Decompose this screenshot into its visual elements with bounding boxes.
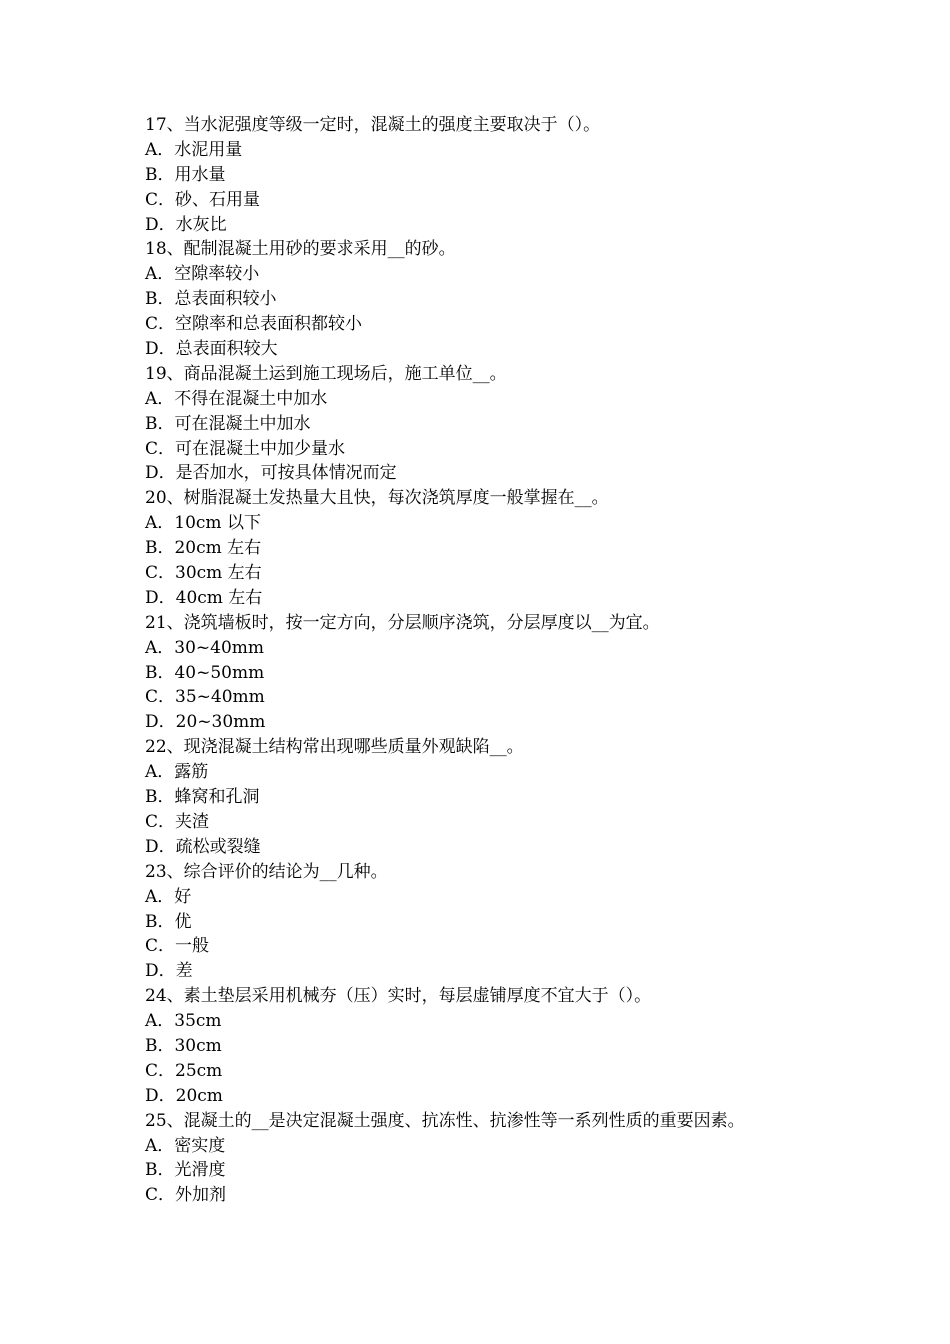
option-18-d: D．总表面积较大 — [145, 339, 278, 360]
option-24-c: C．25cm — [145, 1060, 223, 1081]
option-25-a: A．密实度 — [145, 1135, 226, 1156]
question-19: 19、商品混凝土运到施工现场后，施工单位__。 — [145, 363, 507, 384]
option-19-b: B．可在混凝土中加水 — [145, 413, 311, 434]
question-20: 20、树脂混凝土发热量大且快，每次浇筑厚度一般掌握在__。 — [145, 488, 609, 509]
option-19-a: A．不得在混凝土中加水 — [145, 388, 328, 409]
option-19-c: C．可在混凝土中加少量水 — [145, 438, 346, 459]
question-17: 17、当水泥强度等级一定时，混凝土的强度主要取决于（）。 — [145, 115, 601, 135]
option-20-a: A．10cm 以下 — [145, 513, 261, 534]
option-20-c: C．30cm 左右 — [145, 563, 262, 584]
question-24: 24、素土垫层采用机械夯（压）实时，每层虚铺厚度不宜大于（）。 — [145, 986, 652, 1007]
option-23-b: B．优 — [145, 911, 192, 932]
option-18-b: B．总表面积较小 — [145, 289, 277, 310]
option-21-a: A．30~40mm — [145, 637, 265, 658]
option-24-a: A．35cm — [145, 1011, 222, 1032]
option-24-d: D．20cm — [145, 1085, 223, 1106]
option-25-b: B．光滑度 — [145, 1160, 226, 1181]
option-21-c: C．35~40mm — [145, 687, 265, 708]
option-17-a: A．水泥用量 — [145, 139, 243, 160]
option-21-d: D．20~30mm — [145, 712, 266, 733]
option-23-d: D．差 — [145, 961, 193, 982]
option-23-a: A．好 — [145, 886, 192, 907]
question-18: 18、配制混凝土用砂的要求采用__的砂。 — [145, 239, 456, 260]
question-21: 21、浇筑墙板时，按一定方向，分层顺序浇筑，分层厚度以__为宜。 — [145, 612, 660, 633]
option-21-b: B．40~50mm — [145, 662, 265, 683]
option-17-d: D．水灰比 — [145, 214, 227, 235]
option-22-b: B．蜂窝和孔洞 — [145, 787, 260, 808]
option-19-d: D．是否加水，可按具体情况而定 — [145, 463, 397, 484]
option-22-c: C．夹渣 — [145, 811, 210, 832]
option-24-b: B．30cm — [145, 1035, 222, 1056]
option-17-c: C．砂、石用量 — [145, 189, 261, 210]
option-18-c: C．空隙率和总表面积都较小 — [145, 314, 363, 335]
option-23-c: C．一般 — [145, 936, 210, 957]
option-22-a: A．露筋 — [145, 762, 209, 783]
option-25-c: C．外加剂 — [145, 1185, 227, 1206]
option-18-a: A．空隙率较小 — [145, 264, 260, 285]
question-23: 23、综合评价的结论为__几种。 — [145, 861, 388, 882]
option-20-b: B．20cm 左右 — [145, 538, 262, 559]
question-25: 25、混凝土的__是决定混凝土强度、抗冻性、抗渗性等一系列性质的重要因素。 — [145, 1110, 745, 1131]
option-22-d: D．疏松或裂缝 — [145, 836, 261, 857]
question-list — [145, 113, 925, 1208]
question-22: 22、现浇混凝土结构常出现哪些质量外观缺陷__。 — [145, 737, 524, 758]
option-17-b: B．用水量 — [145, 164, 226, 185]
option-20-d: D．40cm 左右 — [145, 587, 263, 608]
